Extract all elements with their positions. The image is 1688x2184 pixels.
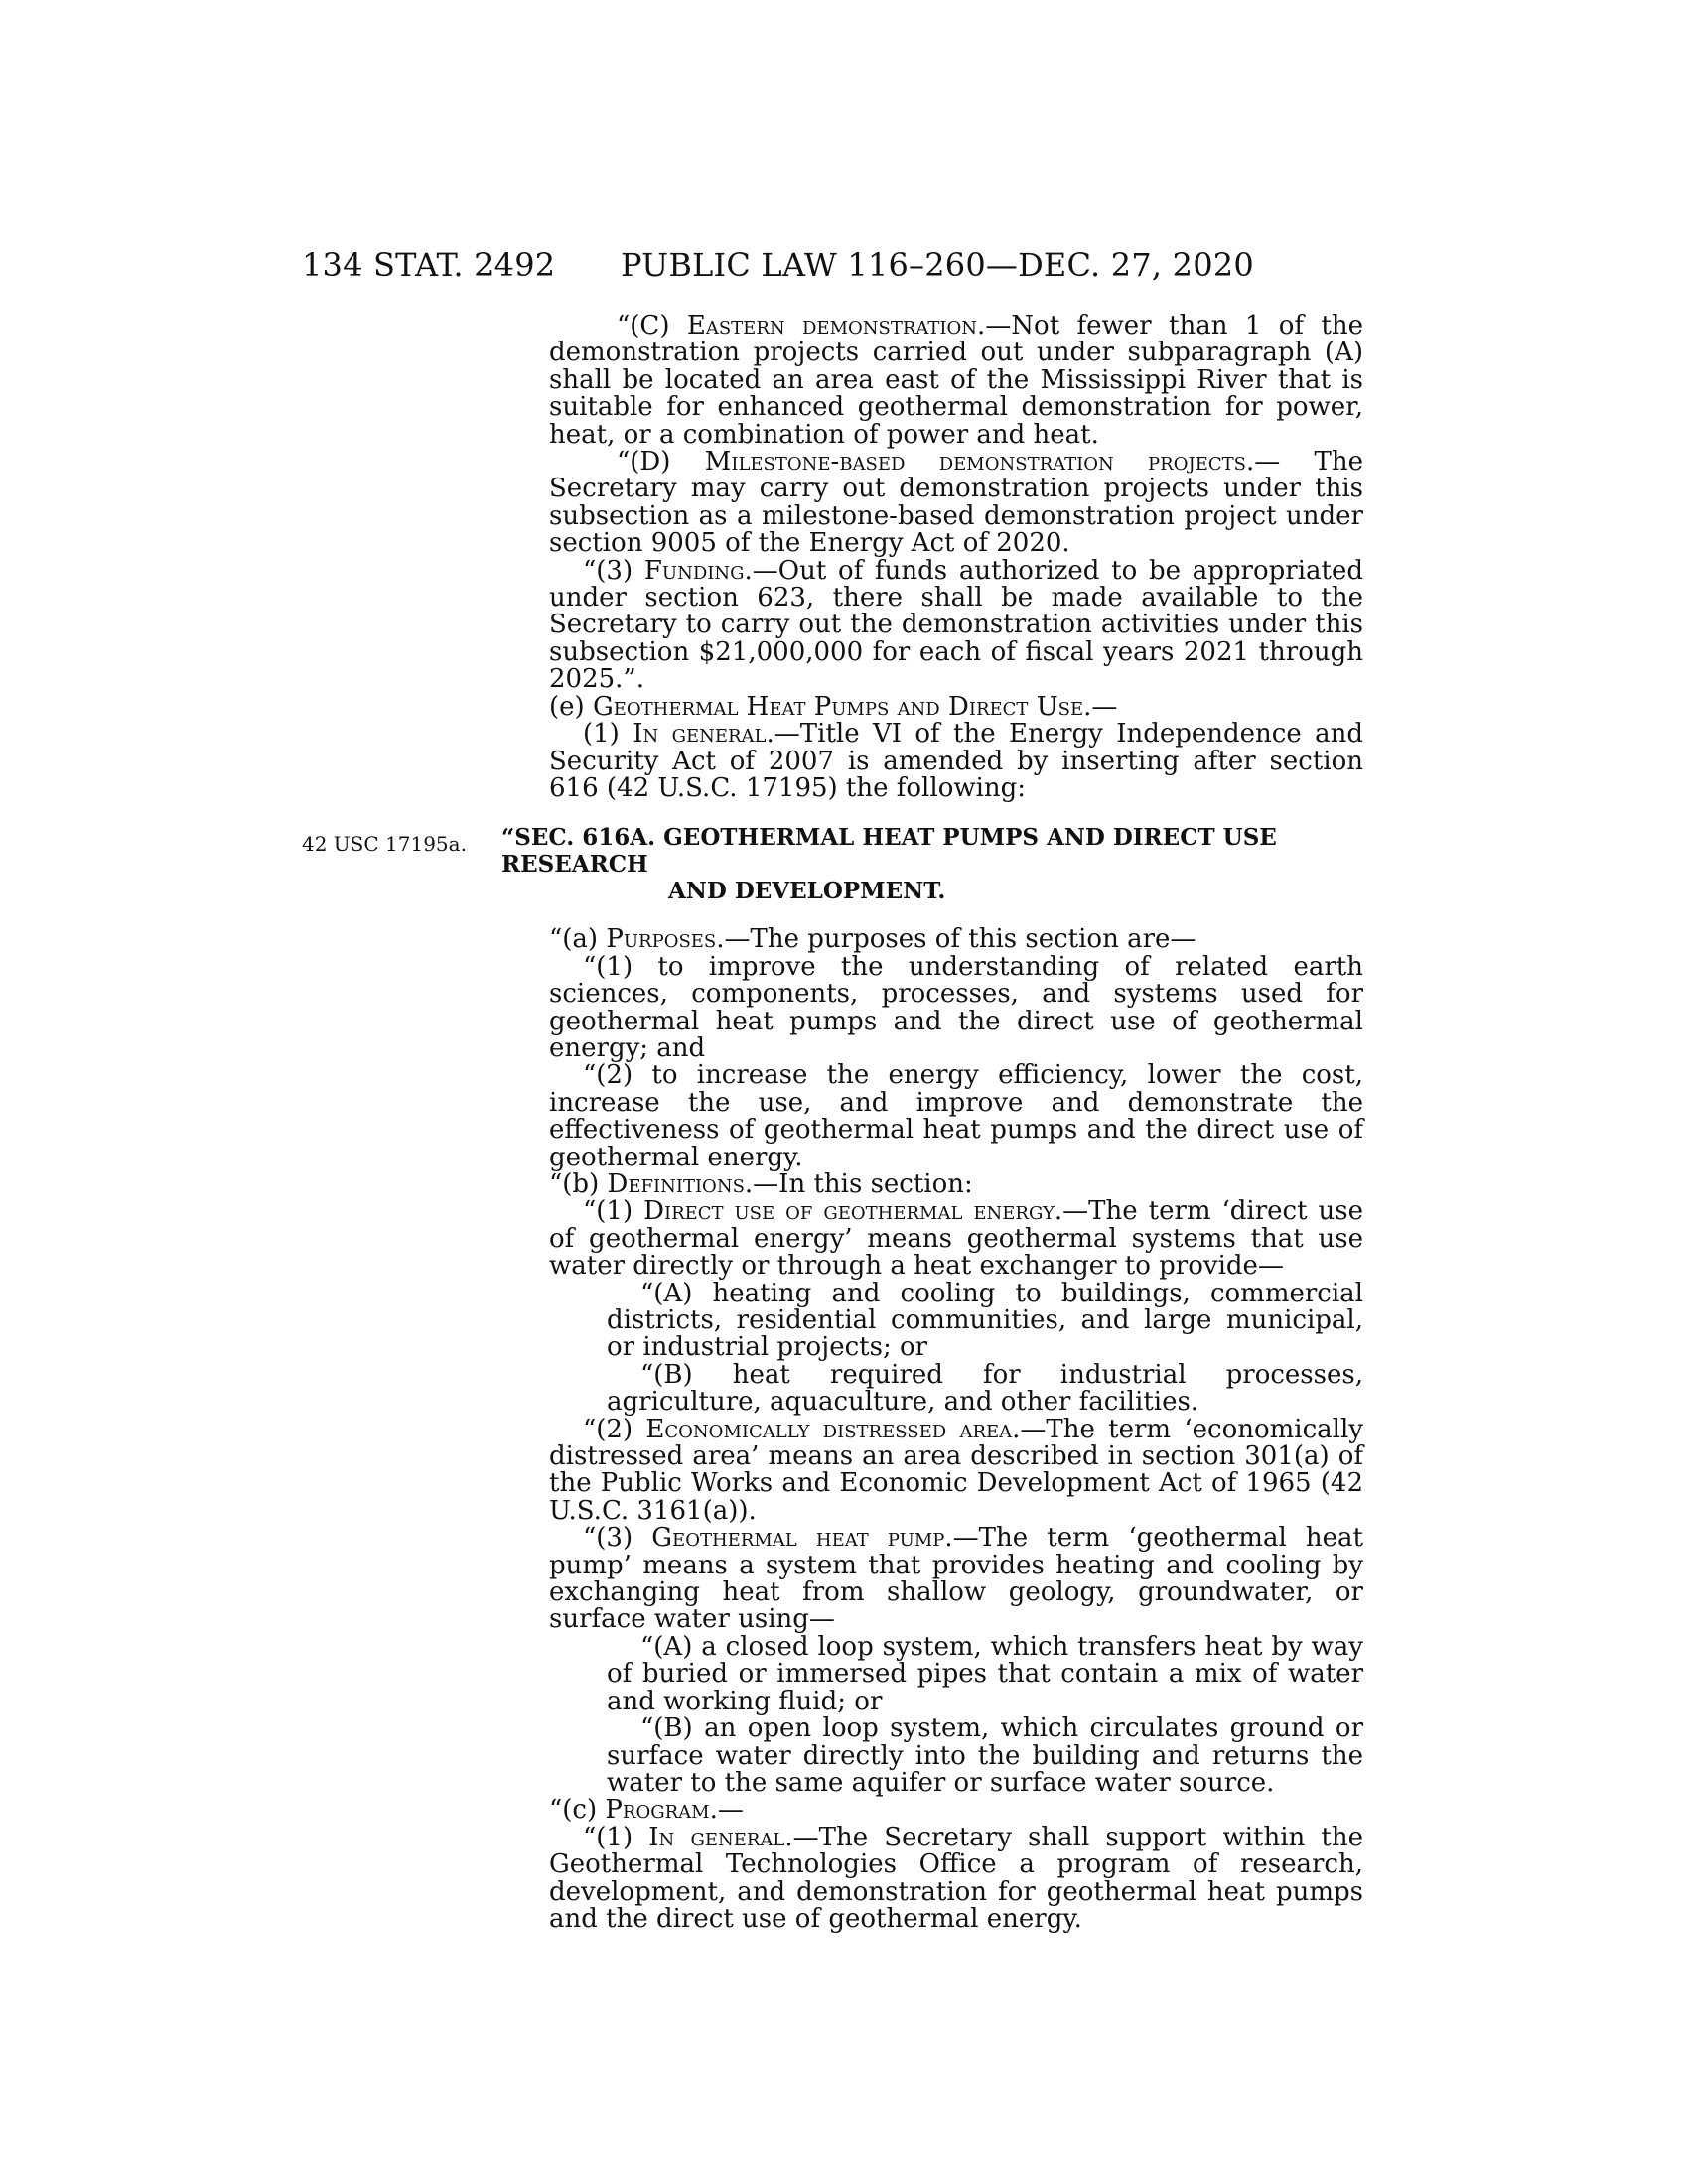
paragraph-b3b: [549, 1715, 1363, 1797]
paragraph-enumerator: “(C): [617, 311, 687, 341]
paragraph-a: [549, 926, 1363, 953]
paragraph-c: [549, 313, 1363, 449]
paragraph-heading: Definitions: [607, 1168, 745, 1199]
paragraph-e1: [549, 721, 1363, 802]
paragraph-enumerator: (1): [583, 719, 633, 750]
paragraph-heading: In general: [633, 719, 767, 750]
statute-page-number: 134 STAT. 2492: [302, 246, 556, 284]
paragraph-d: [549, 449, 1363, 558]
paragraph-heading: Milestone-based demonstration projects: [704, 447, 1246, 478]
section-heading-line-1: “SEC. 616A. GEOTHERMAL HEAT PUMPS AND DIRECT USE RESEARCH: [501, 824, 1277, 879]
paragraph-text: “(A) a closed loop system, which transfers heat by way of buried or immersed pipes that contain a mix of water and working fluid; or: [607, 1631, 1363, 1716]
paragraph-f3: [549, 555, 1363, 695]
section-heading: [501, 824, 1363, 904]
paragraph-text: .—: [1083, 691, 1118, 722]
paragraph-block-1: [549, 313, 1363, 802]
paragraph-enumerator: “(1): [583, 1196, 644, 1227]
paragraph-heading: Eastern demonstration: [686, 311, 978, 341]
paragraph-b1b: [549, 1359, 1363, 1418]
paragraph-enumerator: “(D): [617, 447, 705, 478]
paragraph-heading: Funding: [643, 555, 745, 586]
paragraph-heading: Program: [605, 1795, 710, 1826]
paragraph-heading: Purposes: [606, 924, 717, 955]
paragraph-b3a: [549, 1631, 1363, 1716]
paragraph-text: .—Title VI of the Energy Independence and Security Act of 2007 is amended by inserting after section 616 (42 U.S.C. 17195) the following:: [549, 719, 1364, 803]
paragraph-enumerator: “(c): [549, 1795, 606, 1826]
paragraph-enumerator: “(b): [549, 1168, 608, 1199]
paragraph-a1: [549, 951, 1363, 1063]
margin-citation: 42 USC 17195a.: [302, 832, 467, 856]
paragraph-text: “(A) heating and cooling to buildings, commercial districts, residential communities, and large municipal, or industrial projects; or: [607, 1278, 1363, 1363]
text-column: [501, 311, 1364, 1934]
paragraph-text: .— The Secretary may carry out demonstration projects under this subsection as a milestone-based demonstration project under section 9005 of the Energy Act of 2020.: [549, 447, 1363, 559]
paragraph-text: .—The purposes of this section are—: [716, 924, 1196, 955]
paragraph-enumerator: “(3): [583, 555, 644, 586]
paragraph-b: [549, 1168, 1363, 1199]
paragraph-text: “(B) an open loop system, which circulates ground or surface water directly into the building and returns the water to the same aquifer or surface water source.: [607, 1713, 1363, 1798]
paragraph-c0: [549, 1797, 1363, 1824]
paragraph-b2: [549, 1414, 1363, 1526]
paragraph-text: “(2) to increase the energy efficiency, lower the cost, increase the use, and improve and demonstrate the effectiveness of geothermal heat pumps and the direct use of geothermal energy.: [549, 1060, 1363, 1172]
page-title: PUBLIC LAW 116–260—DEC. 27, 2020: [621, 246, 1254, 284]
paragraph-b1: [549, 1198, 1363, 1280]
paragraph-heading: Economically distressed area: [645, 1414, 1013, 1444]
paragraph-heading: In general: [648, 1822, 785, 1852]
paragraph-text: .—In this section:: [744, 1168, 973, 1199]
paragraph-b1a: [549, 1278, 1363, 1363]
paragraph-text: .—Out of funds authorized to be appropriated under section 623, there shall be made available to the Secretary to carry out the demonstration activities under this subsection $21,000,000 for each of fiscal years 2021 through 2025.”.: [549, 555, 1363, 695]
paragraph-heading: Direct use of geothermal energy: [643, 1196, 1055, 1227]
paragraph-text: .—The term ‘geothermal heat pump’ means a system that provides heating and cooling by exchanging heat from shallow geology, groundwater, or surface water using—: [549, 1523, 1363, 1635]
paragraph-e: [549, 691, 1363, 722]
paragraph-text: .—The term ‘economically distressed area’ means an area described in section 301(a) of the Public Works and Economic Development Act of 1965 (42 U.S.C. 3161(a)).: [549, 1414, 1363, 1526]
paragraph-heading: Geothermal heat pump: [651, 1523, 945, 1554]
section-heading-line-2: AND DEVELOPMENT.: [668, 878, 946, 905]
paragraph-enumerator: “(a): [549, 924, 607, 955]
paragraph-enumerator: “(3): [583, 1523, 652, 1554]
paragraph-text: .—: [709, 1795, 744, 1826]
paragraph-text: .—The Secretary shall support within the Geothermal Technologies Office a program of research, development, and demonstration for geothermal heat pumps and the direct use of geothermal energy.: [549, 1822, 1364, 1934]
paragraph-enumerator: “(2): [583, 1414, 646, 1444]
paragraph-enumerator: (e): [549, 691, 593, 722]
paragraph-text: “(B) heat required for industrial processes, agriculture, aquaculture, and other facilities.: [607, 1359, 1363, 1418]
paragraph-block-2: [549, 926, 1363, 1933]
paragraph-text: “(1) to improve the understanding of related earth sciences, components, processes, and systems used for geothermal heat pumps and the direct use of geothermal energy; and: [549, 951, 1363, 1063]
paragraph-text: .—The term ‘direct use of geothermal energy’ means geothermal systems that use water directly or through a heat exchanger to provide—: [549, 1196, 1364, 1282]
paragraph-text: .—Not fewer than 1 of the demonstration projects carried out under subparagraph (A) shall be located an area east of the Mississippi River that is suitable for enhanced geothermal demonstration for power, heat, or a combination of power and heat.: [549, 311, 1363, 450]
paragraph-a2: [549, 1062, 1363, 1171]
paragraph-b3: [549, 1525, 1363, 1634]
paragraph-enumerator: “(1): [583, 1822, 649, 1852]
paragraph-heading: Geothermal Heat Pumps and Direct Use: [592, 691, 1084, 722]
paragraph-c1: [549, 1822, 1364, 1934]
